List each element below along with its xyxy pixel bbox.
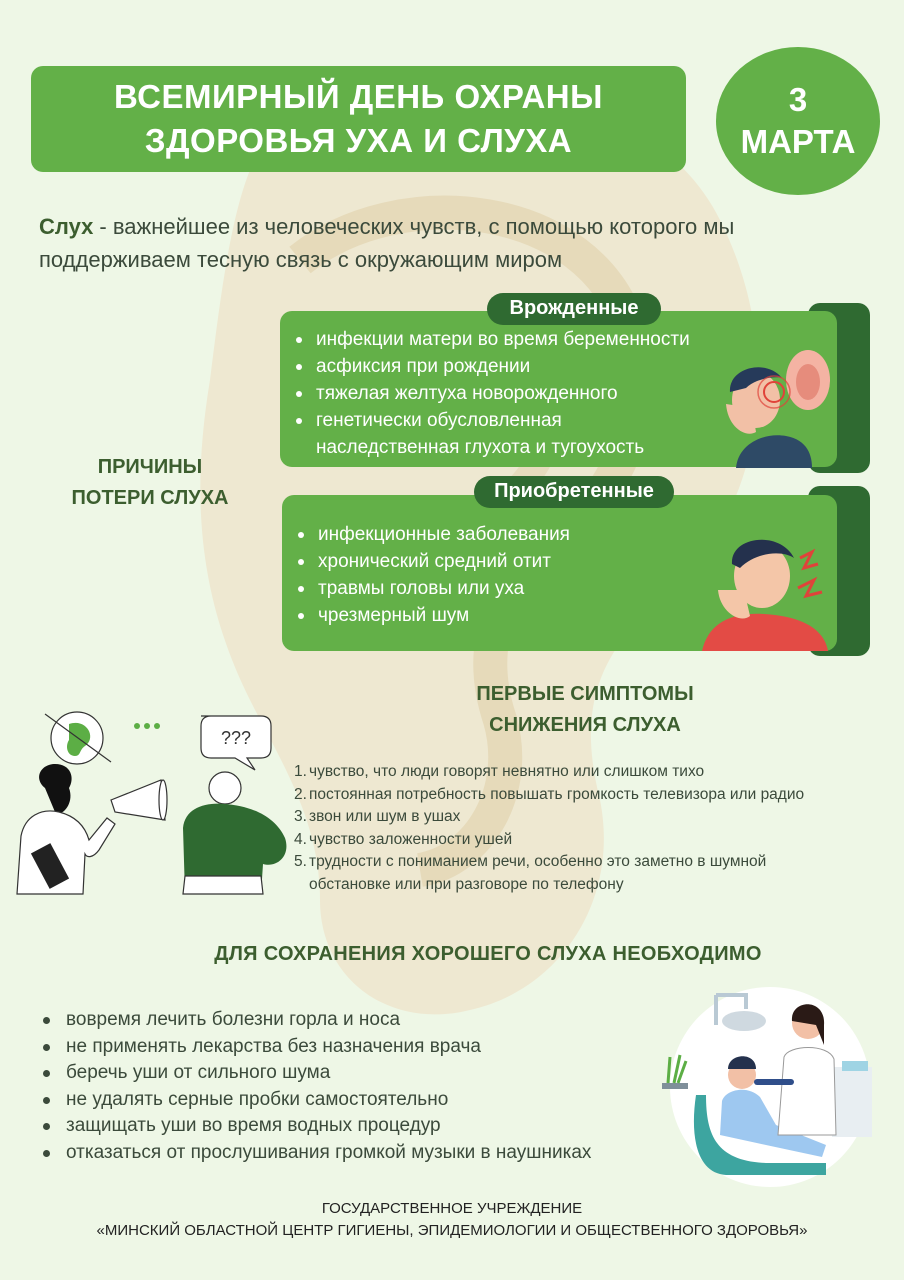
causes-label [40,452,260,514]
list-item: 2. постоянная потребность повышать громкость телевизора или радио [294,785,805,803]
prevention-title: ДЛЯ СОХРАНЕНИЯ ХОРОШЕГО СЛУХА НЕОБХОДИМО [214,943,762,965]
intro-text [39,210,879,276]
footer-line-1: ГОСУДАРСТВЕННОЕ УЧРЕЖДЕНИЕ [321,1200,583,1217]
list-item: инфекционные заболевания [282,521,837,548]
intro-rest: - важнейшее из человеческих чувств, с помощью которого мы поддерживаем тесную связь с окружающим миром [39,214,735,272]
list-item: защищать уши во время водных процедур [40,1113,670,1140]
list-item: хронический средний отит [282,548,837,575]
bubble-text: ??? [220,728,252,748]
congenital-pill: Врожденные [487,293,661,325]
list-item: отказаться от прослушивания громкой музыки в наушниках [40,1140,670,1167]
list-item: 4. чувство заложенности ушей [294,830,513,848]
list-item: 1. чувство, что люди говорят невнятно или слишком тихо [294,763,705,780]
list-item: беречь уши от сильного шума [40,1060,670,1087]
list-item: генетически обусловленная [280,407,837,434]
list-item: инфекции матери во время беременности [280,326,837,353]
list-item: травмы головы или уха [282,575,837,602]
list-item: не применять лекарства без назначения врача [40,1034,670,1061]
date-badge [716,47,880,195]
list-item-continuation: обстановке или при разговоре по телефону [309,875,624,893]
title-line-2: ЗДОРОВЬЯ УХА И СЛУХА [144,122,573,159]
ent-doctor-illustration [656,985,884,1190]
list-item: 3. звон или шум в ушах [294,808,461,825]
megaphone-scene-illustration [15,708,295,898]
causes-label-line-1: ПРИЧИНЫ [97,456,203,478]
causes-label-line-2: ПОТЕРИ СЛУХА [71,487,229,509]
no-hearing-icon [45,712,111,764]
title-line-1: ВСЕМИРНЫЙ ДЕНЬ ОХРАНЫ [114,78,603,115]
symptoms-title-line-1: ПЕРВЫЕ СИМПТОМЫ [476,683,694,705]
symptoms-title-line-2: СНИЖЕНИЯ СЛУХА [489,714,681,736]
symptoms-list [294,761,894,896]
list-item: асфиксия при рождении [280,353,837,380]
date-month: МАРТА [740,123,856,160]
symptoms-title [430,679,740,741]
footer-line-2: «МИНСКИЙ ОБЛАСТНОЙ ЦЕНТР ГИГИЕНЫ, ЭПИДЕМИОЛОГИИ И ОБЩЕСТВЕННОГО ЗДОРОВЬЯ» [96,1222,808,1239]
acquired-pill: Приобретенные [474,476,674,508]
list-item: не удалять серные пробки самостоятельно [40,1087,670,1114]
list-item-continuation: наследственная глухота и тугоухость [316,437,645,458]
footer [0,1198,904,1242]
list-item: чрезмерный шум [282,602,837,629]
prevention-list [40,1007,670,1166]
list-item: вовремя лечить болезни горла и носа [40,1007,670,1034]
noise-man-illustration [700,528,830,651]
page-title [31,66,686,172]
list-item: 5. трудности с пониманием речи, особенно это заметно в шумной [294,853,767,870]
intro-bold-word: Слух [39,214,94,239]
date-day: 3 [788,81,808,118]
list-item: тяжелая желтуха новорожденного [280,380,837,407]
ear-pain-man-illustration [716,348,838,468]
